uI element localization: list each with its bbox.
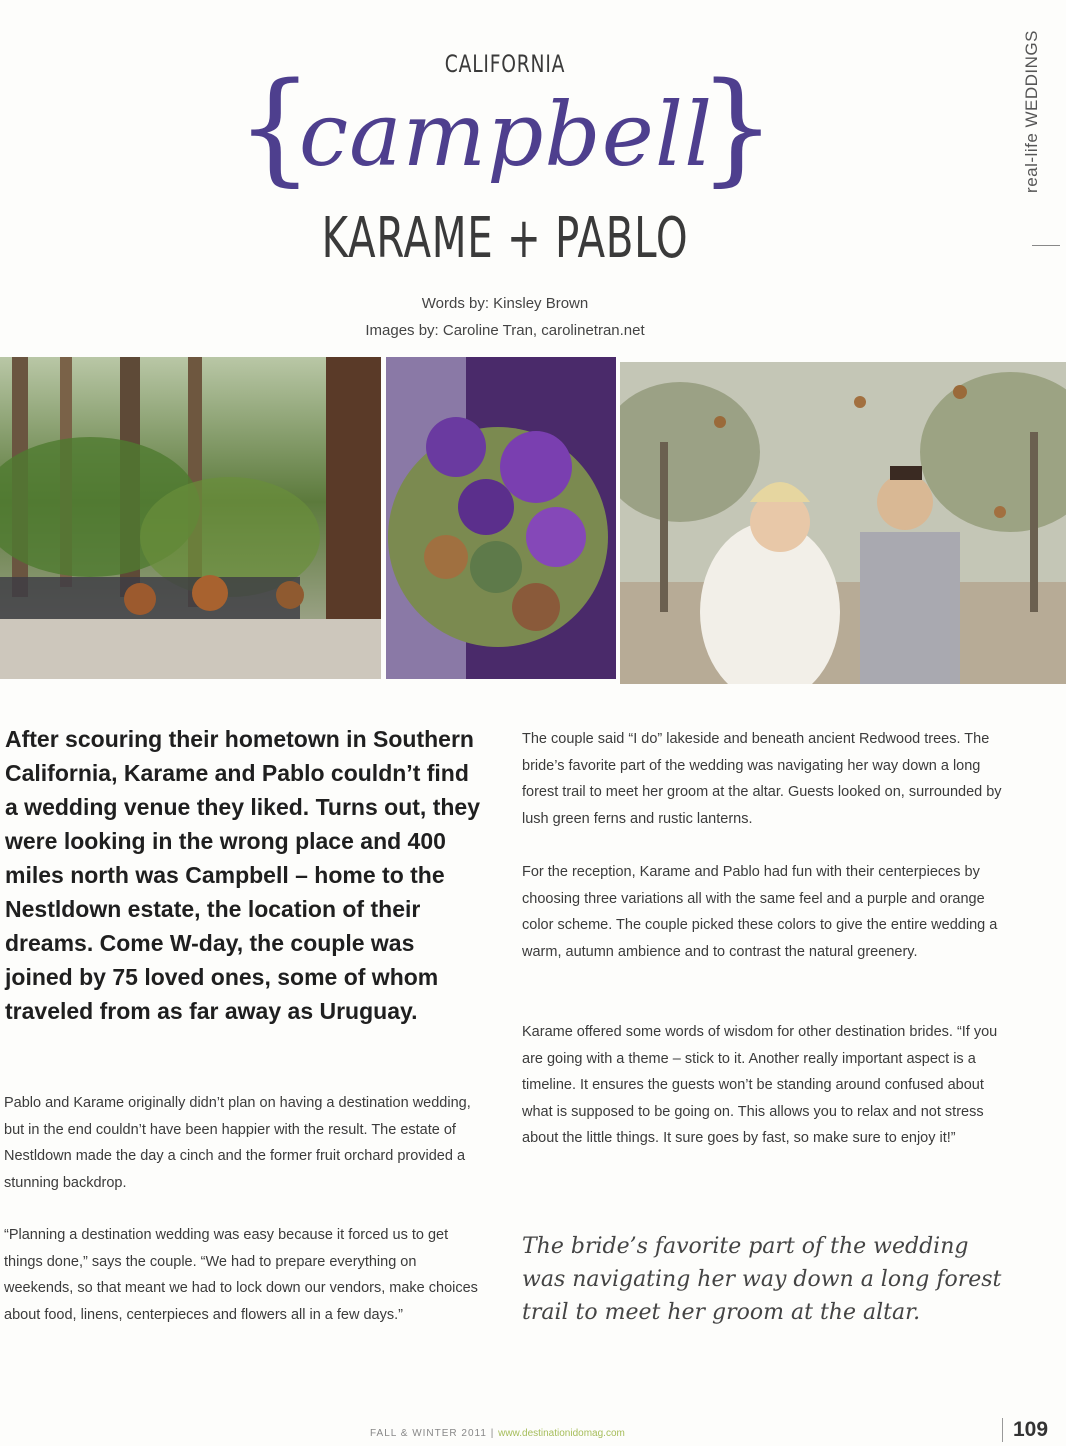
section-side-tab — [1008, 30, 1060, 246]
section-kicker: CALIFORNIA — [444, 50, 566, 78]
purple-bouquet-photo — [386, 357, 616, 679]
right-brace: } — [698, 56, 776, 198]
lead-paragraph: After scouring their hometown in Southern California, Karame and Pablo couldn’t find a wedding venue they liked. Turns out, they were looking in the wrong place and 400 miles north was Campbell – home to the Nestldown estate, the location of their dreams. Come W-day, the couple was joined by 75 loved ones, some of whom traveled from as far away as Uruguay. — [5, 726, 480, 1024]
body-paragraph-right-2: For the reception, Karame and Pablo had fun with their centerpieces by choosing three variations all with the same feel and a purple and orange color scheme. The couple picked these colors to give the entire wedding a warm, autumn ambience and to contrast the natural greenery. — [522, 864, 998, 960]
side-tab-rule — [1032, 245, 1060, 246]
couple-names: KARAME + PABLO — [321, 206, 689, 271]
footer-separator: | — [490, 1428, 495, 1439]
section-side-tab-label: real-life WEDDINGS — [1022, 30, 1041, 193]
pull-quote: The bride’s favorite part of the wedding was navigating her way down a long forest trail to meet her groom at the altar. — [522, 1234, 1002, 1325]
body-paragraph-left-1: Pablo and Karame originally didn’t plan on having a destination wedding, but in the end couldn’t have been happier with the result. The estate of Nestldown made the day a cinch and the former fruit orchard provided a stunning backdrop. — [4, 1095, 471, 1191]
footer-url: www.destinationidomag.com — [498, 1428, 625, 1439]
body-paragraph-left-2: “Planning a destination wedding was easy because it forced us to get things done,” says the couple. “We had to prepare everything on weekends, so that meant we had to lock down our vendors, make choices about food, linens, centerpieces and flowers all in a few days.” — [4, 1227, 478, 1323]
body-paragraph-right-3: Karame offered some words of wisdom for other destination brides. “If you are going with a theme – stick to it. Another really important aspect is a timeline. It ensures the guests won’t be standing around confused about what is supposed to be going on. This allows you to relax and not stress about the little things. It sure goes by fast, so make sure to enjoy it!” — [522, 1024, 998, 1146]
couple-tossing-leaves-photo — [620, 362, 1066, 684]
words-credit: Words by: Kinsley Brown — [421, 295, 589, 312]
images-credit: Images by: Caroline Tran, carolinetran.net — [365, 322, 645, 339]
left-brace: { — [236, 56, 314, 198]
footer-issue: FALL & WINTER 2011 — [370, 1428, 487, 1439]
body-paragraph-right-1: The couple said “I do” lakeside and beneath ancient Redwood trees. The bride’s favorite part of the wedding was navigating her way down a long forest trail to meet her groom at the altar. Guests looked on, surrounded by lush green ferns and rustic lanterns. — [522, 731, 1002, 827]
forest-ceremony-photo — [0, 357, 381, 679]
page-number: 109 — [1002, 1418, 1048, 1442]
footer-line — [370, 1428, 625, 1439]
article-title: campbell — [298, 83, 714, 186]
